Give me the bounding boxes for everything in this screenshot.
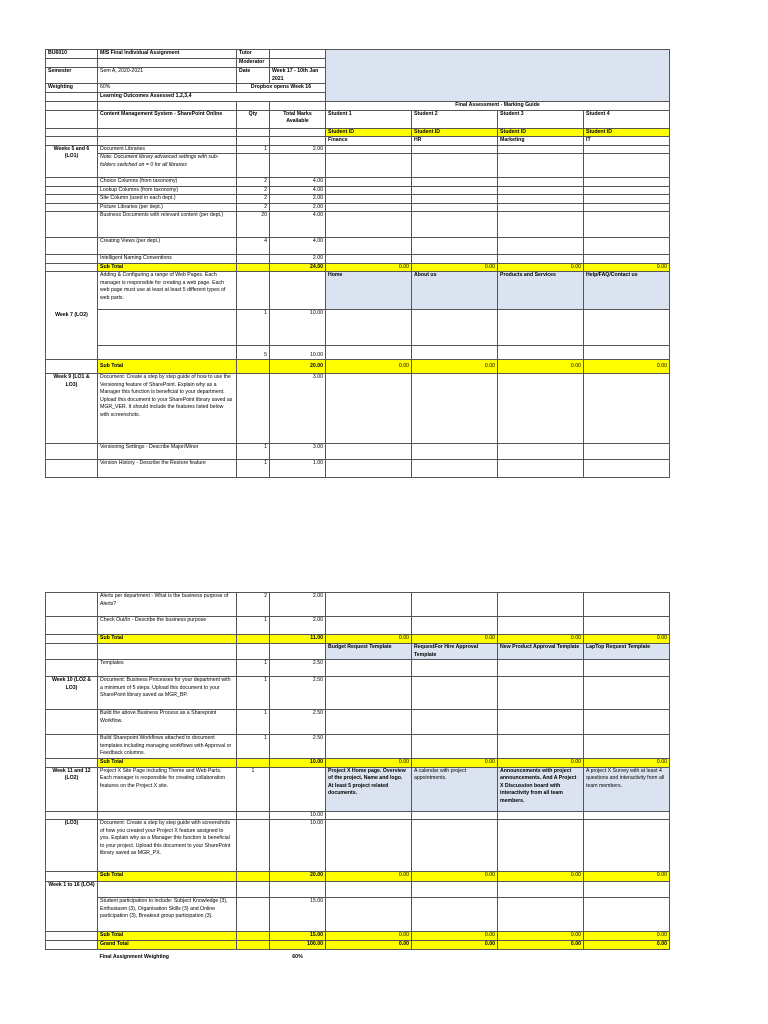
week-7-label: Week 7 (LO2) (46, 272, 98, 360)
page-home: Home (326, 272, 412, 310)
weighting-value: 60% (98, 84, 237, 93)
dept-2: HR (412, 137, 498, 146)
student-id-3: Student ID (498, 128, 584, 137)
task-text: Document Libraries (98, 145, 237, 154)
student-id-2: Student ID (412, 128, 498, 137)
grand-total-label: Grand Total (98, 940, 237, 949)
semester-value: Sem A, 2020-2021 (98, 68, 237, 84)
moderator-label: Moderator (237, 59, 270, 68)
week-1-16-label: Week 1 to 16 (LO4) (46, 882, 98, 932)
col-student-3: Student 3 (498, 110, 584, 128)
week-10-label: Week 10 (LO2 & LO3) (46, 677, 98, 710)
col-marks: Total Marks Available (270, 110, 326, 128)
col-student-4: Student 4 (584, 110, 670, 128)
projectx-announcements: Announcements with project announcements. And A Project X Discussion board with interactivity from all team members. (498, 767, 584, 811)
date-value: Week 17 - 10th Jan 2021 (270, 68, 326, 84)
projectx-calendar: A calendar with project appointments. (412, 767, 498, 811)
student-id-4: Student ID (584, 128, 670, 137)
col-task: Content Management System - SharePoint Online (98, 110, 237, 128)
page-about: About us (412, 272, 498, 310)
projectx-survey: A project X Survey with at least 4 questions and interactivity from all team members. (584, 767, 670, 811)
tutor-label: Tutor (237, 50, 270, 59)
col-qty: Qty (237, 110, 270, 128)
semester-label: Semester (46, 68, 98, 84)
marking-guide-page-1: BU6010 MIS Final Individual Assignment Tutor Moderator Semester Sem A, 2020-2021 Date Week 17 - 10th Jan 2021 Weighting 60% Dropbox opens Week 16 Learning Outcomes Assessed 1,2,3,4 Final Assessment - Marking Guide Content Management System - SharePoint Online Qty Total Marks Available Student 1 Student 2 Student 3 Student 4 Student ID Student ID Student ID Student ID Finance HR Marketing IT Weeks 5 and 6 (LO1) Document Libraries 1 2.00 Note: Document library advanced settings with sub-folders switched on = 0 for all libraries Choice Columns (from taxonomy) 2 4.00 Lookup Columns (from taxonomy) 2 4.00 Site Column (used in each dept.) 2 2.00 Picture Libraries (per dept.) 2 2.00 Business Documents with relevant content (per dept.) 20 4.00 Creating Views (per dept.) 4 4.00 Intelligent Naming Conventions 2.00 Sub Total 24.00 0.00 0.00 0.00 0.00 Week 7 (LO2) Adding & Configuring a range of Web Pages. Each manager is responsible for creating a web page. Each web page must use at least at least 5 different types of web parts. Home About us Products and Services Help/FAQ/Contact us 1 10.00 5 10.00 Sub Total 20.00 0.00 0.00 0.00 0.00 Week 9 (LO1 & LO3) Document: Create a step by step guide of how to use the Versioning feature of SharePoint. Explain why as a Manager this function is beneficial to your department. Upload this document to your SharePoint library saved as MGR_VER. It should include the features listed below with screenshots. 3.00 Versioning Settings - Describe Major/Minor 1 3.00 Version History - Describe the Restore feature 1 1.00 (45, 49, 670, 478)
grand-total-marks: 100.00 (270, 940, 326, 949)
col-student-1: Student 1 (326, 110, 412, 128)
template-laptop: LapTop Request Template (584, 644, 670, 660)
projectx-home: Project X Home page. Overview of the project, Name and logo. At least 5 project related documents. (326, 767, 412, 811)
dept-4: IT (584, 137, 670, 146)
dept-3: Marketing (498, 137, 584, 146)
course-code: BU6010 (46, 50, 98, 59)
template-hire: RequestFor Hire Approval Template (412, 644, 498, 660)
final-weighting-label: Final Assignment Weighting (99, 953, 169, 960)
final-weighting-value: 60% (292, 953, 303, 960)
marking-guide-title: Final Assessment - Marking Guide (326, 102, 670, 111)
subtotal-label: Sub Total (98, 263, 237, 272)
assignment-title: MIS Final Individual Assignment (98, 50, 237, 59)
header-banner (326, 50, 670, 102)
lo3-label: (LO3) (46, 820, 98, 872)
week-9-label: Week 9 (LO1 & LO3) (46, 374, 98, 444)
task-note: Note: Document library advanced settings with sub-folders switched on = 0 for all libraries (98, 154, 237, 178)
dept-1: Finance (326, 137, 412, 146)
page-products: Products and Services (498, 272, 584, 310)
learning-outcomes: Learning Outcomes Assessed 1,2,3,4 (98, 93, 326, 102)
col-student-2: Student 2 (412, 110, 498, 128)
date-label: Date (237, 68, 270, 84)
page-help: Help/FAQ/Contact us (584, 272, 670, 310)
dropbox-note: Dropbox opens Week 16 (237, 84, 326, 93)
subtotal-marks: 24.00 (270, 263, 326, 272)
weighting-label: Weighting (46, 84, 98, 93)
week-5-6-label: Weeks 5 and 6 (LO1) (46, 145, 98, 178)
student-id-1: Student ID (326, 128, 412, 137)
template-product: New Product Approval Template (498, 644, 584, 660)
marking-guide-page-2: Alerts per department - What is the business purpose of Alerts? 2 2.00 Check Out/In - Describe the business purpose 1 2.00 Sub Total 11.00 0.00 0.00 0.00 0.00 Budget Request Template RequestFor Hire Approval Template New Product Approval Template LapTop Request Template Templates 1 2.50 Week 10 (LO2 & LO3) Document: Business Processes for your department with a minimum of 5 steps. Upload this document to your SharePoint library saved as MGR_BP. 1 2.50 Build the above Business Process as a Sharepoint Workflow. 1 2.50 Build Sharepoint Workflows attached to document templates including managing workflows with Approval or Feedback columns. 1 2.50 Sub Total 10.00 0.00 0.00 0.00 0.00 Week 11 and 12 (LO2) Project X Site Page including Theme and Web Parts. Each manager is responsible for creating collaboration features on the Project X site. 1 Project X Home page. Overview of the project, Name and logo. At least 5 project related documents. A calendar with project appointments. Announcements with project announcements. And A Project X Discussion board with interactivity from all team members. A project X Survey with at least 4 questions and interactivity from all team members. 10.00 (LO3) Document: Create a step by step guide with screenshots of how you created your Project X feature assigned to you. Explain why as a Manager this function is beneficial to your project. Upload this document to your SharePoint library saved as MGR_PX. 10.00 Sub Total 20.00 0.00 0.00 0.00 0.00 Week 1 to 16 (LO4) Student participation to include: Subject Knowledge (3), Enthusiasm (3), Organisation Skills (3) and Online participation (3), Breakout group participation (3). 15.00 Sub Total 15.00 0.00 0.00 0.00 0.00 Grand Total 100.00 0.00 0.00 0.00 0.00 Final Assignment Weighting 60% (45, 592, 670, 961)
week-11-12-label: Week 11 and 12 (LO2) (46, 767, 98, 811)
template-budget: Budget Request Template (326, 644, 412, 660)
